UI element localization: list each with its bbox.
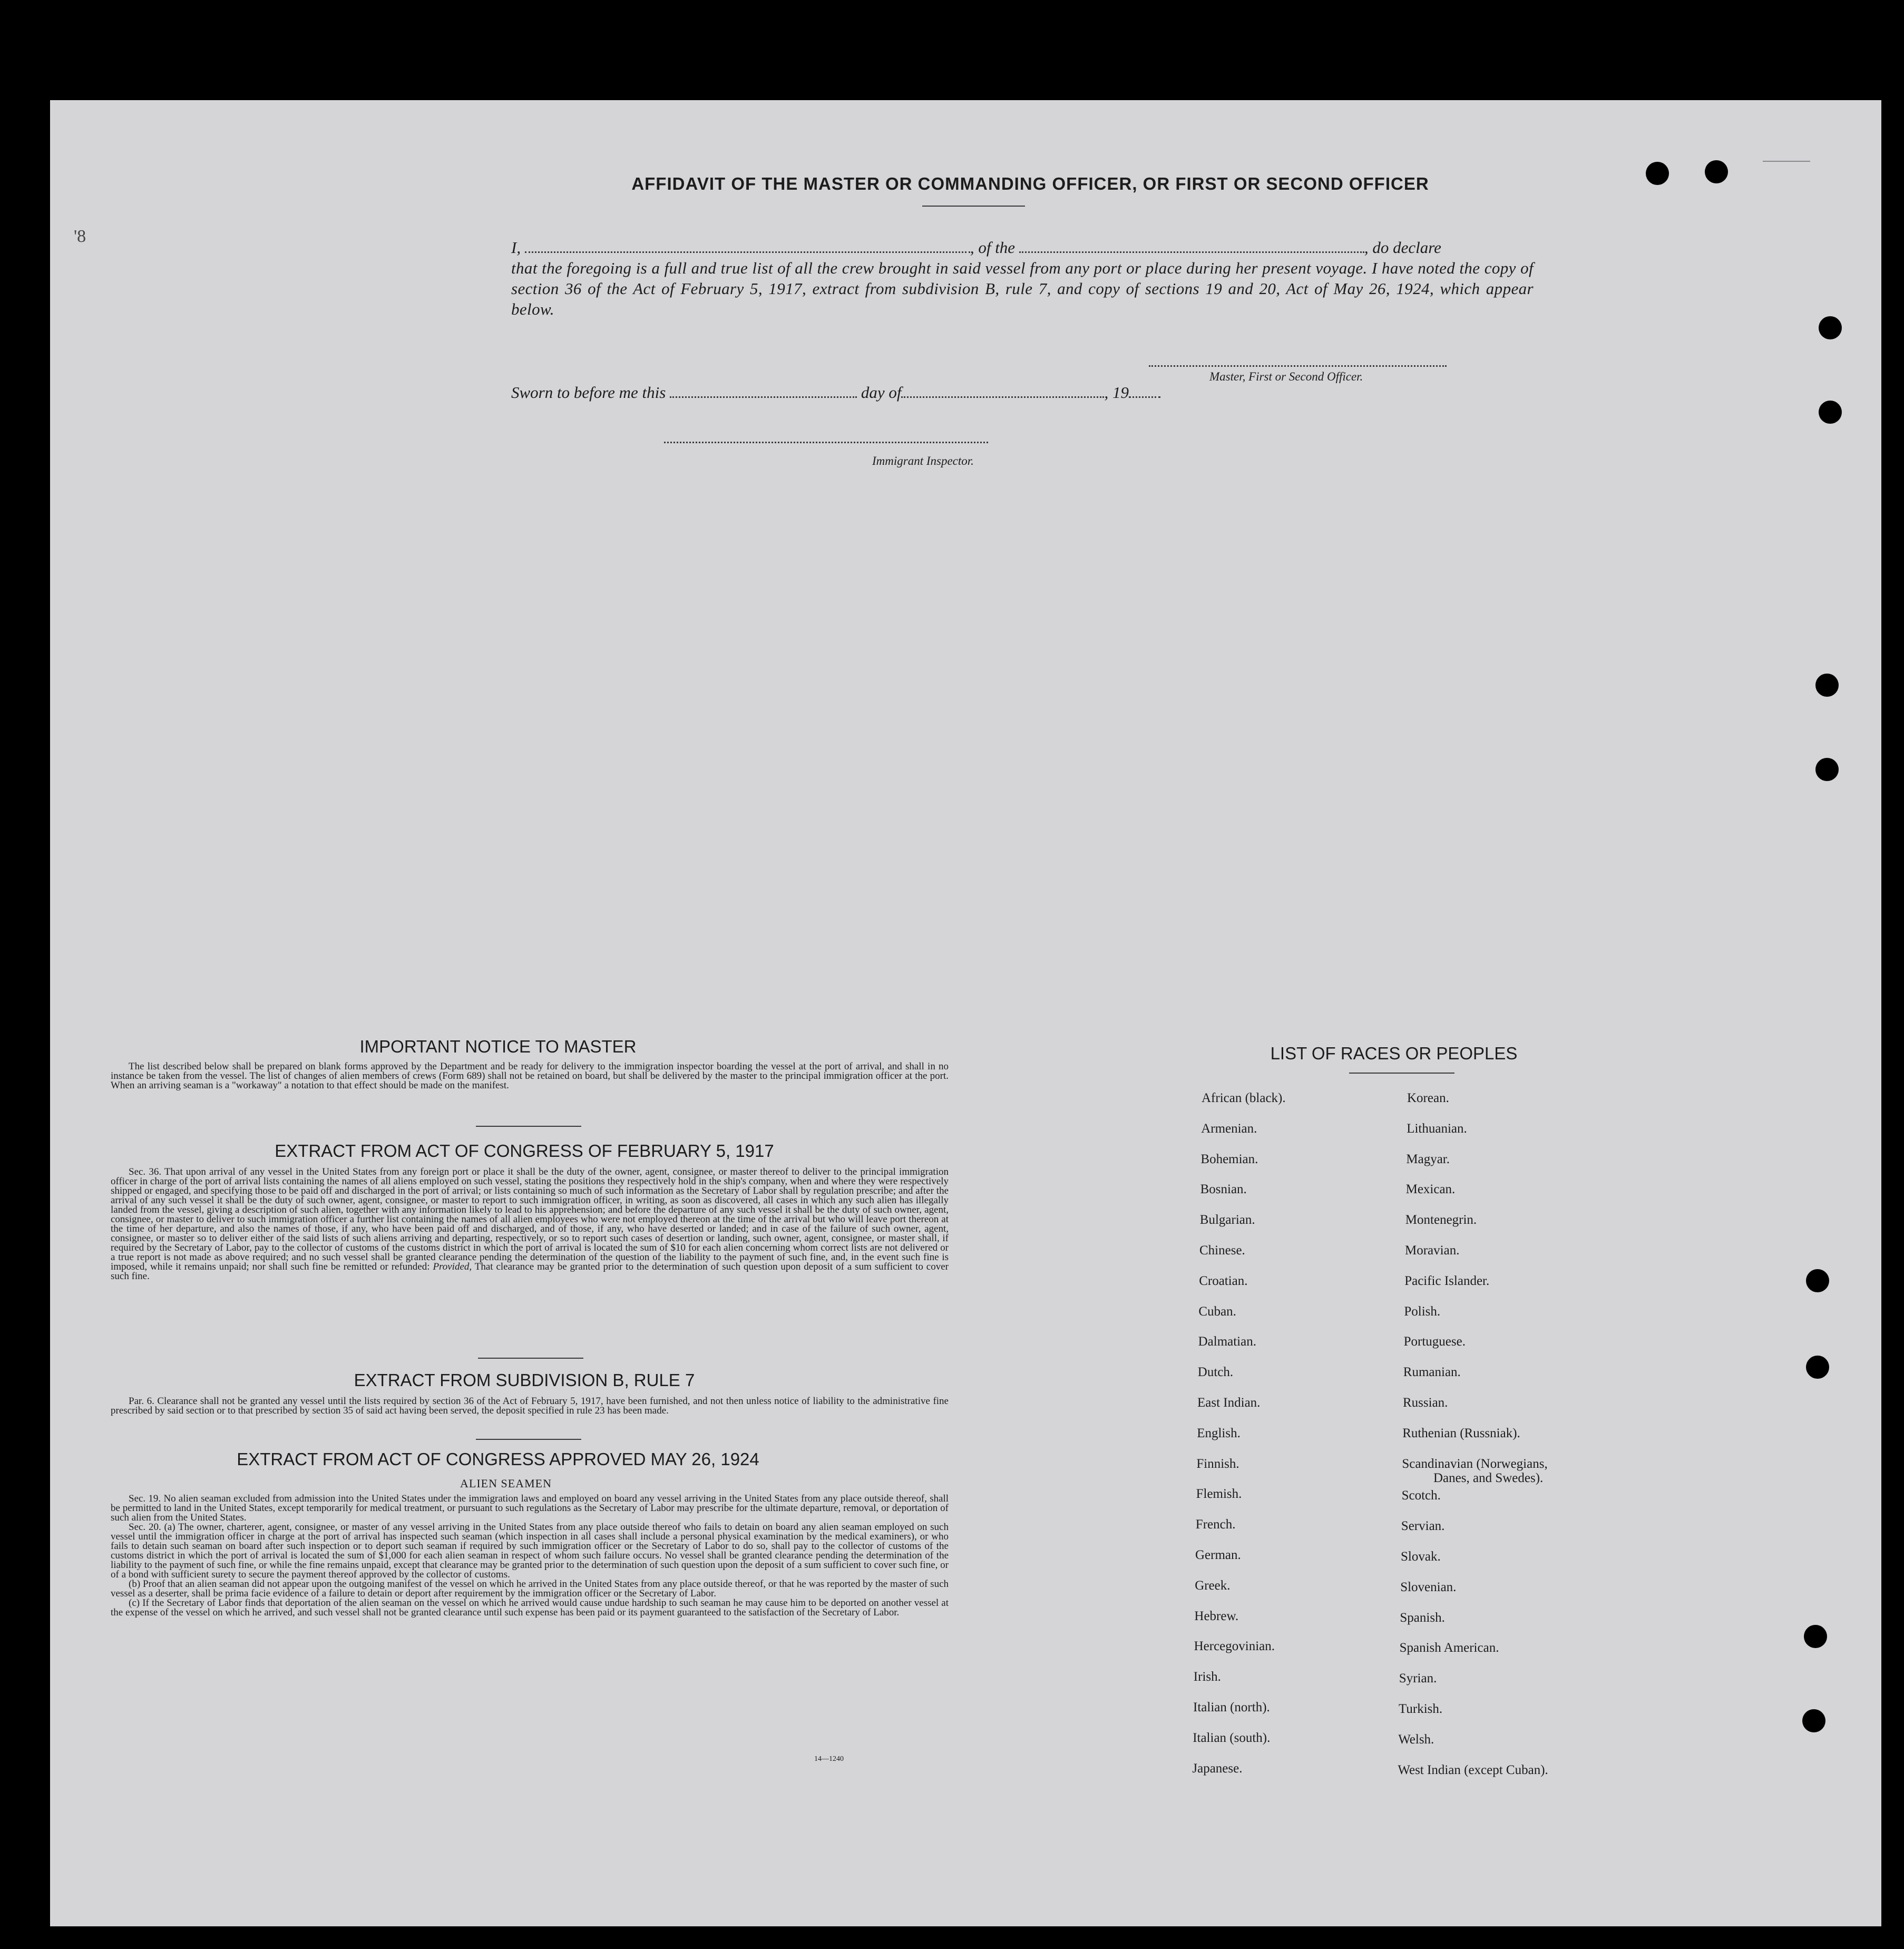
sworn-prefix: Sworn to before me this xyxy=(511,383,666,402)
punch-hole xyxy=(1705,160,1728,183)
race-item: Korean. xyxy=(1407,1091,1449,1105)
punch-hole xyxy=(1815,758,1839,781)
race-item: Italian (south). xyxy=(1193,1730,1271,1745)
race-item: Welsh. xyxy=(1398,1732,1434,1747)
year-prefix: , 19 xyxy=(1104,383,1129,402)
section-divider xyxy=(476,1439,581,1440)
race-item: Italian (north). xyxy=(1193,1700,1270,1714)
race-item: Dutch. xyxy=(1197,1365,1234,1380)
sec36-label: Sec. 36. xyxy=(129,1166,162,1177)
races-list xyxy=(1141,1091,1668,1892)
punch-hole xyxy=(1802,1709,1825,1732)
title-underline xyxy=(922,206,1025,207)
races-title: LIST OF RACES OR PEOPLES xyxy=(1270,1044,1518,1063)
race-item: Scandinavian (Norwegians, xyxy=(1402,1456,1548,1471)
punch-hole xyxy=(1815,674,1839,697)
alien-seamen-subtitle: ALIEN SEAMEN xyxy=(460,1477,552,1490)
sec36-text: That upon arrival of any vessel in the United States from any foreign port or place it shall be the duty of the owner, agent, consignee, or master thereof to deliver to the principal immigration officer in charge of the port of arrival lists containing the names of all aliens employed on such vessel, stating the positions they respectively hold in the ship's company, when and where they were respectively shipped or engaged, and specifying those to be paid off and discharged in the port of arrival; or lists containing so much of such information as the Secretary of Labor shall by regulation prescribe; and after the arrival of any such vessel it shall be the duty of such owner, agent, consignee, or master to report to such immigration officer, in writing, as soon as discovered, all cases in which any such alien has illegally landed from the vessel, giving a description of such alien, together with any information likely to lead to his apprehension; and before the departure of any such vessel it shall be the duty of such owner, agent, consignee, or master to deliver to such immigration officer a further list containing the names of all alien employees who were not employed thereon at the time of the arrival but who will leave port thereon at the time of her departure, and also the names of those, if any, who have been paid off and discharged, and of those, if any, who have deserted or landed; and in case of the failure of such owner, agent, consignee, or master so to deliver either of the said lists of such aliens arriving and departing, respectively, or so to report such cases of desertion or landing, such owner, agent, consignee, or master shall, if required by the Secretary of Labor, pay to the collector of customs of the customs district in which the port of arrival is located the sum of $10 for each alien concerning whom correct lists are not delivered or a true report is not made as above required; and no such vessel shall be granted clearance pending the determination of the question of the liability to the payment of such fine, and, in the event such fine is imposed, while it remains unpaid; nor shall such fine be remitted or refunded: xyxy=(111,1166,949,1272)
sworn-month-field[interactable] xyxy=(901,384,1104,398)
punch-hole xyxy=(1819,401,1842,424)
race-item: Bulgarian. xyxy=(1199,1213,1255,1227)
race-item: Bohemian. xyxy=(1200,1152,1258,1166)
race-item: Spanish. xyxy=(1400,1610,1445,1625)
rule7-text xyxy=(111,1397,949,1416)
do-declare-label: , do declare xyxy=(1364,238,1441,257)
race-item: Pacific Islander. xyxy=(1404,1273,1490,1288)
notice-title: IMPORTANT NOTICE TO MASTER xyxy=(359,1037,637,1056)
margin-mark: '8 xyxy=(74,227,86,246)
sec20a-paragraph xyxy=(111,1523,949,1580)
race-item: Irish. xyxy=(1193,1670,1221,1684)
race-item: Montenegrin. xyxy=(1405,1213,1477,1227)
declaration-body: that the foregoing is a full and true list of all the crew brought in said vessel from any port or place during her present voyage. I have noted the copy of section 36 of the Act of February 5, 1917, extract from subdivision B, rule 7, and copy of sections 19 and 20, Act of May 26, 1924, which appear below. xyxy=(511,259,1534,318)
race-item: German. xyxy=(1195,1548,1241,1562)
race-item: African (black). xyxy=(1202,1091,1286,1105)
race-item: West Indian (except Cuban). xyxy=(1398,1762,1548,1777)
rule7-paragraph: Par. 6. Clearance shall not be granted any vessel until the lists required by section 36 of the Act of February 5, 1917, have been furnished, and not then unless notice of liability to the administrative fine prescribed by said section or to that prescribed by section 35 of said act having been served, the deposit specified in rule 23 has been made. xyxy=(111,1396,949,1416)
race-item: Russian. xyxy=(1403,1396,1448,1410)
sec20c-paragraph xyxy=(111,1599,949,1617)
master-signature-line[interactable] xyxy=(1149,365,1447,367)
punch-hole xyxy=(1804,1625,1827,1648)
race-item: Chinese. xyxy=(1199,1243,1245,1258)
race-item: Ruthenian (Russniak). xyxy=(1402,1426,1520,1440)
extract-1917-text xyxy=(111,1167,949,1281)
race-item: Magyar. xyxy=(1406,1152,1450,1166)
punch-hole xyxy=(1819,316,1842,339)
section-divider xyxy=(476,1126,581,1127)
notice-paragraph: The list described below shall be prepared on blank forms approved by the Department and be ready for delivery to the immigration inspector boarding the vessel at the port of arrival, and shall in no instance be taken from the vessel. The list of changes of alien members of crews (Form 689) shall not be retained on board, but shall be delivered by the master to the principal immigration officer at the port. When an arriving seaman is a "workaway" a notation to that effect should be made on the manifest. xyxy=(111,1061,949,1091)
provided-word: Provided, xyxy=(433,1261,472,1272)
race-item: Polish. xyxy=(1404,1304,1441,1319)
race-item: English. xyxy=(1197,1426,1241,1440)
race-item: Slovak. xyxy=(1401,1550,1441,1564)
race-item-continuation: Danes, and Swedes). xyxy=(1433,1470,1544,1485)
race-item: Slovenian. xyxy=(1400,1580,1457,1594)
inspector-caption: Immigrant Inspector. xyxy=(872,454,974,467)
sec20b-text: Proof that an alien seaman did not appear upon the outgoing manifest of the vessel on which he arrived in the United States from any place outside thereof, or that he was reported by the master of such vessel as a deserter, shall be prima facie evidence of a failure to detain or deport after requirement by the immigration officer or the Secretary of Labor. xyxy=(111,1578,949,1599)
corner-mark xyxy=(1763,161,1810,162)
name-field[interactable] xyxy=(525,239,970,253)
race-item: Syrian. xyxy=(1399,1671,1437,1686)
race-item: Armenian. xyxy=(1201,1121,1257,1136)
race-item: Lithuanian. xyxy=(1407,1121,1467,1136)
race-item: Hercegovinian. xyxy=(1194,1639,1275,1654)
notice-text xyxy=(111,1062,949,1090)
race-item: Greek. xyxy=(1195,1578,1231,1593)
race-item: Flemish. xyxy=(1196,1487,1242,1502)
race-item: Finnish. xyxy=(1196,1456,1239,1471)
extract-1924-text xyxy=(111,1494,949,1617)
inspector-signature-line[interactable] xyxy=(664,442,988,443)
form-page xyxy=(50,100,1881,1926)
sec20c-text: If the Secretary of Labor finds that deportation of the alien seaman on the vessel on which he arrived would cause undue hardship to such seaman he may cause him to be deported on another vessel at the expense of the vessel on which he arrived, and such vessel shall not be granted clearance until such expense has been paid or its payment guaranteed to the satisfaction of the Secretary of Labor. xyxy=(111,1597,949,1618)
punch-hole xyxy=(1806,1356,1829,1379)
i-prefix: I, xyxy=(511,238,521,257)
sec19-text: No alien seaman excluded from admission into the United States under the immigration laws and employed on board any vessel arriving in the United States from any place outside thereof, shall be permitted to land in the United States, except temporarily for medical treatment, or pursuant to such regulations as the Secretary of Labor may prescribe for the ultimate departure, removal, or deportation of such alien from the United States. xyxy=(111,1493,949,1523)
affidavit-title: AFFIDAVIT OF THE MASTER OR COMMANDING OFFICER, OR FIRST OR SECOND OFFICER xyxy=(631,174,1429,193)
race-item: Mexican. xyxy=(1405,1182,1456,1197)
sec36-paragraph xyxy=(111,1167,949,1281)
race-item: Bosnian. xyxy=(1200,1182,1247,1197)
sec20a-text: The owner, charterer, agent, consignee, or master of any vessel arriving in the United States from any place outside thereof who fails to detain on board any alien seaman employed on such vessel until the immigration officer in charge at the port of arrival has inspected such seaman (which inspection in all cases shall include a personal physical examination by the medical examiners), or who fails to detain such seaman on board after such inspection or to deport such seaman if required by such immigration officer or the Secretary of Labor to do so, shall pay to the collector of customs of the customs district in which the port of arrival is located the sum of $1,000 for each alien seaman in respect of whom such failure occurs. No vessel shall be granted clearance pending the determination of the liability to the payment of such fine, or while the fine remains unpaid, except that clearance may be granted prior to the determination of such question upon the deposit of a sum sufficient to cover such fine, or of a bond with sufficient surety to secure the payment thereof approved by the collector of customs. xyxy=(111,1522,949,1580)
race-item: Turkish. xyxy=(1399,1702,1443,1716)
race-item: Cuban. xyxy=(1198,1304,1236,1319)
affidavit-declaration xyxy=(511,237,1534,319)
extract-1924-title: EXTRACT FROM ACT OF CONGRESS APPROVED MAY 26, 1924 xyxy=(237,1449,759,1469)
sworn-day-field[interactable] xyxy=(670,384,857,398)
sec20c-label: (c) xyxy=(129,1597,140,1609)
of-the-label: , of the xyxy=(970,238,1016,257)
declaration-first-line xyxy=(511,237,1534,258)
form-number: 14—1240 xyxy=(814,1755,844,1763)
race-item: Moravian. xyxy=(1405,1243,1460,1258)
sec20b-label: (b) xyxy=(129,1578,141,1590)
race-item: Rumanian. xyxy=(1403,1365,1461,1380)
race-item: Scotch. xyxy=(1401,1488,1441,1503)
sec20a-label: Sec. 20. (a) xyxy=(129,1522,175,1533)
race-item: East Indian. xyxy=(1197,1396,1261,1410)
punch-hole xyxy=(1806,1269,1829,1292)
rule7-title: EXTRACT FROM SUBDIVISION B, RULE 7 xyxy=(354,1370,695,1390)
race-item: French. xyxy=(1195,1517,1236,1532)
master-caption: Master, First or Second Officer. xyxy=(1209,370,1363,383)
race-item: Portuguese. xyxy=(1403,1334,1466,1349)
race-item: Servian. xyxy=(1401,1519,1445,1534)
race-item: Hebrew. xyxy=(1194,1609,1239,1623)
vessel-field[interactable] xyxy=(1019,239,1364,253)
races-title-underline xyxy=(1349,1073,1454,1074)
day-of-label: day of xyxy=(861,383,902,402)
extract-1917-title: EXTRACT FROM ACT OF CONGRESS OF FEBRUARY 5, 1917 xyxy=(275,1141,774,1161)
punch-hole xyxy=(1646,162,1669,185)
sec20b-paragraph xyxy=(111,1580,949,1599)
sec19-label: Sec. 19. xyxy=(129,1493,161,1504)
race-item: Dalmatian. xyxy=(1198,1334,1256,1349)
sec19-paragraph xyxy=(111,1494,949,1523)
sworn-line xyxy=(511,383,1160,402)
sec36-text-end: That clearance may be granted prior to the determination of such question upon deposit of a sum sufficient to cover such fine. xyxy=(111,1261,949,1282)
race-item: Croatian. xyxy=(1199,1273,1248,1288)
sworn-year-field[interactable] xyxy=(1129,384,1160,398)
race-item: Japanese. xyxy=(1192,1761,1243,1776)
race-item: Spanish American. xyxy=(1399,1641,1499,1655)
section-divider xyxy=(478,1358,583,1359)
